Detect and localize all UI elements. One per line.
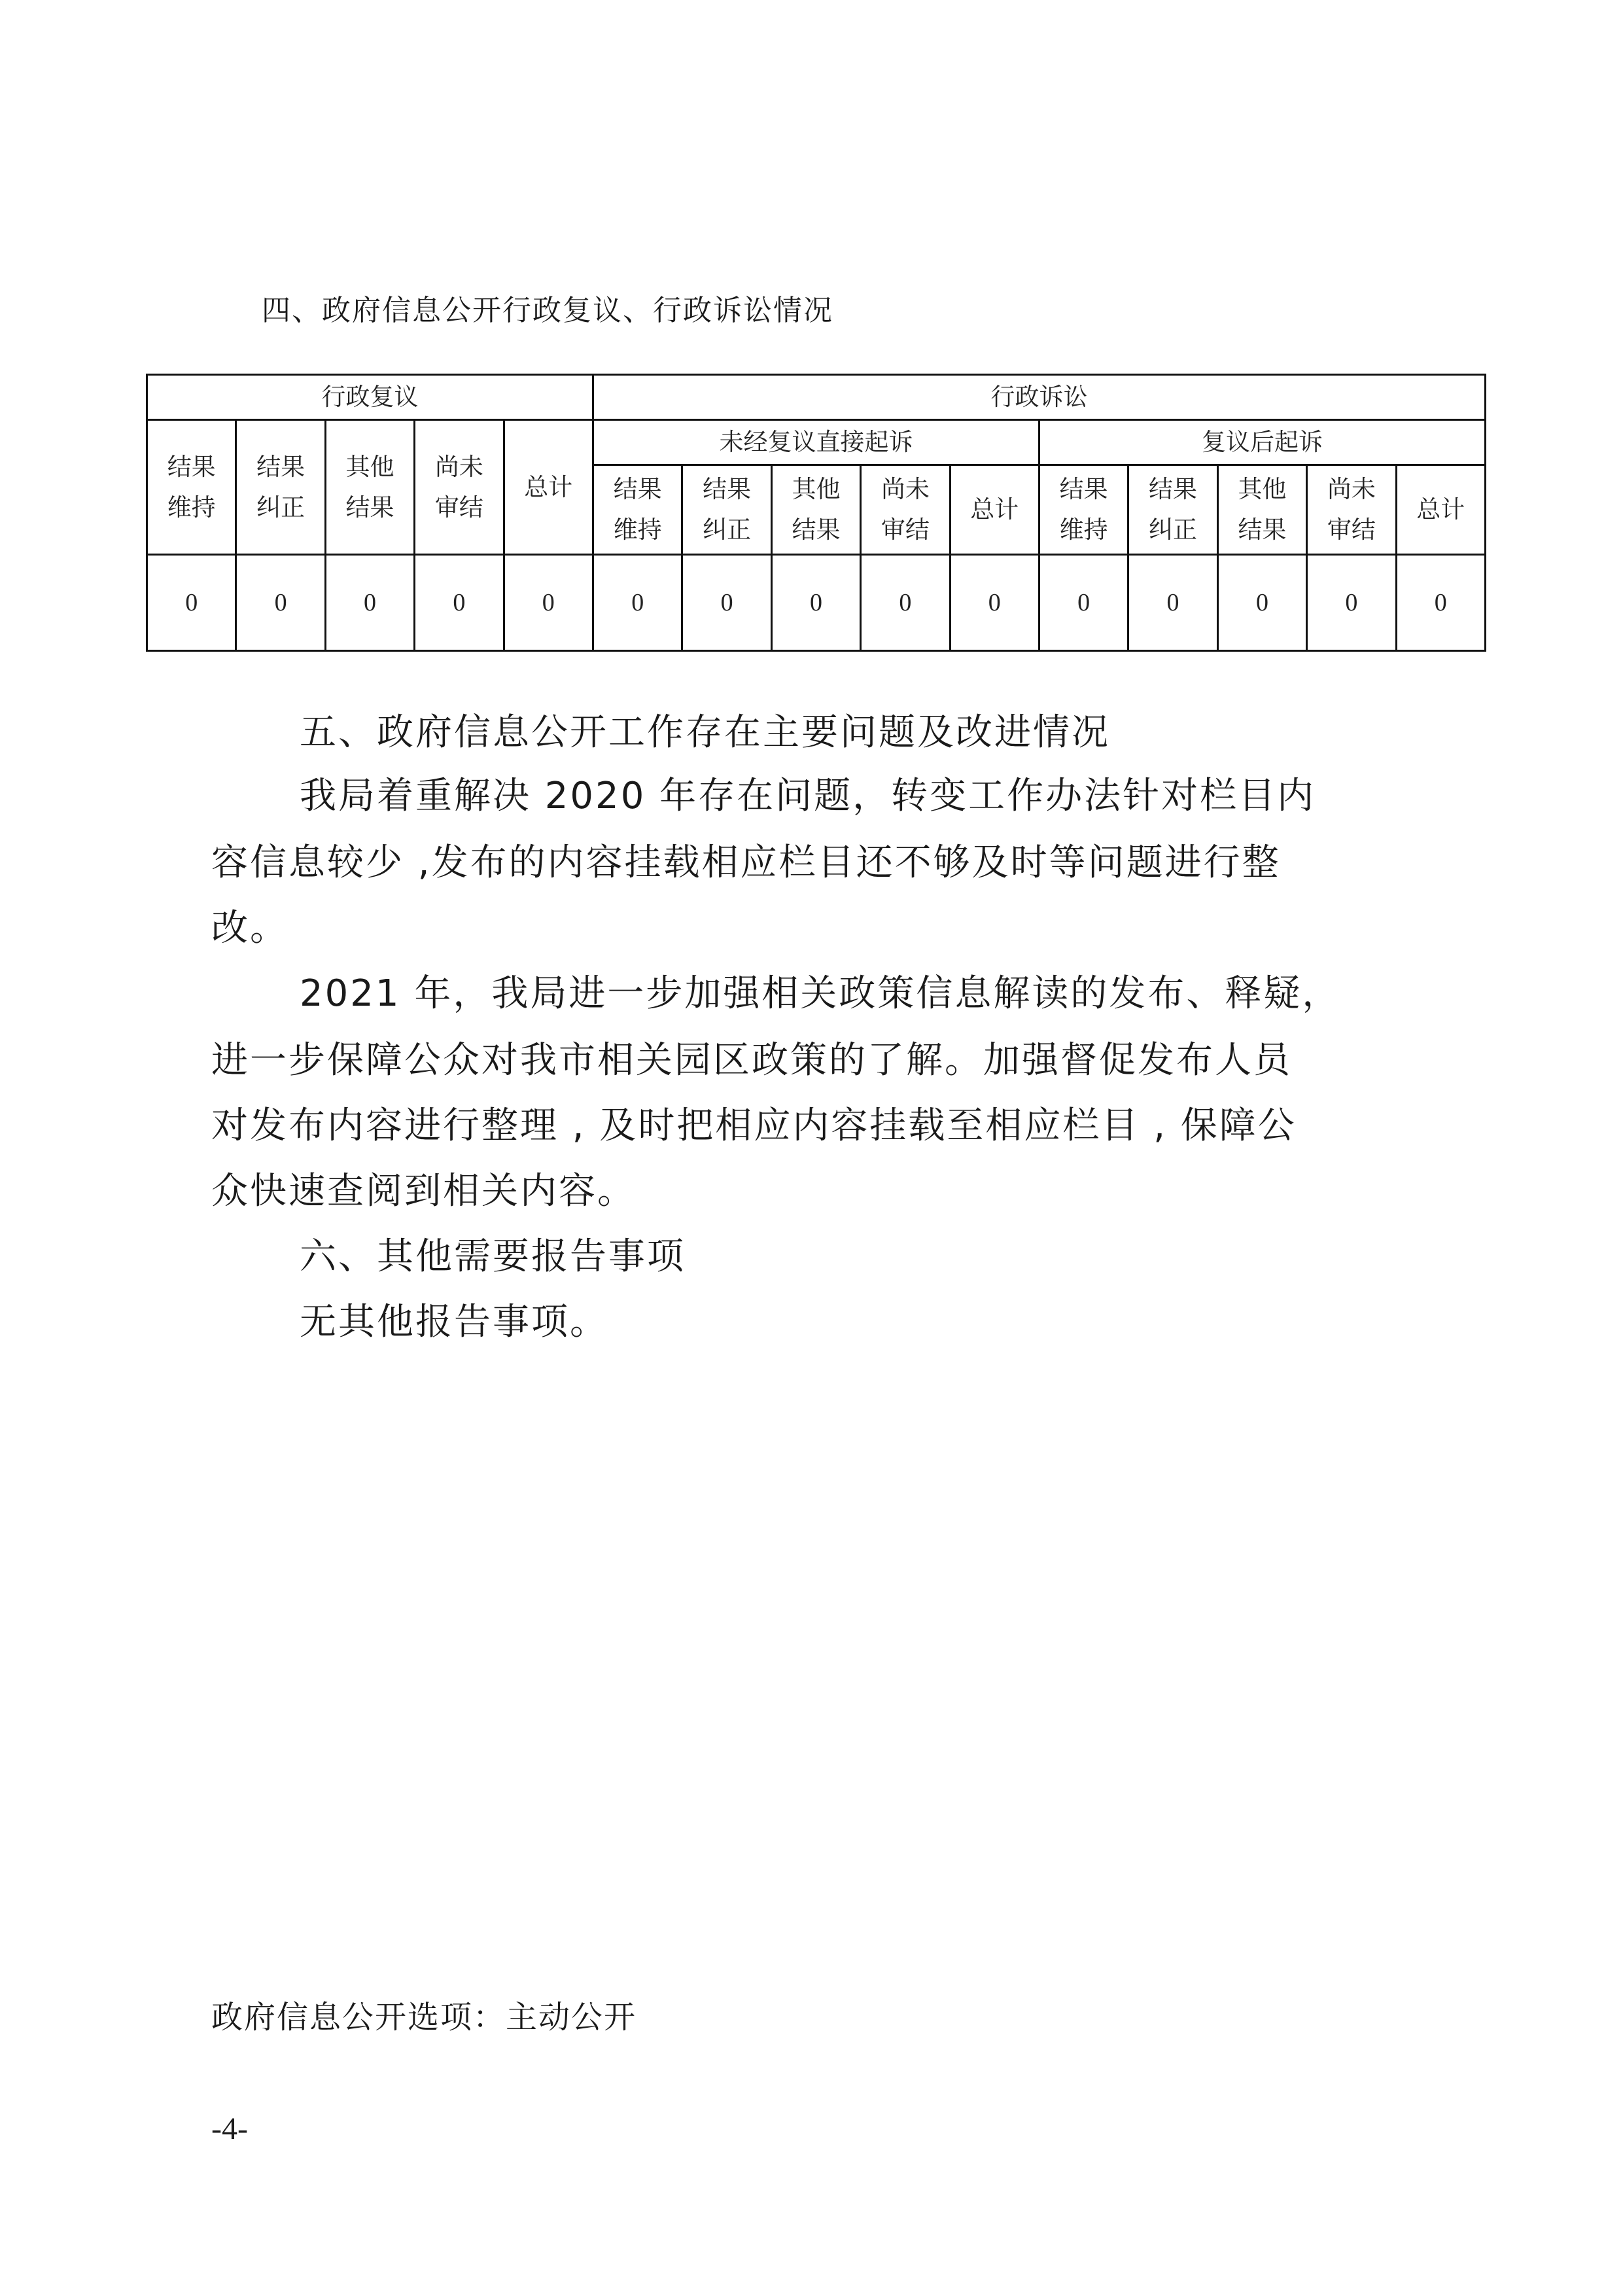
section-4-title: 四、政府信息公开行政复议、行政诉讼情况: [262, 294, 833, 327]
paragraph-line: 众快速查阅到相关内容。: [211, 1170, 636, 1212]
paragraph-line: 容信息较少 ,发布的内容挂载相应栏目还不够及时等问题进行整: [211, 841, 1281, 884]
col-other-result: 其他 结果: [1217, 465, 1306, 555]
value-cell: 0: [504, 555, 593, 651]
value-cell: 0: [325, 555, 414, 651]
section-5-title: 五、政府信息公开工作存在主要问题及改进情况: [300, 711, 1110, 754]
value-cell: 0: [771, 555, 860, 651]
section-6-title: 六、其他需要报告事项: [300, 1235, 686, 1278]
paragraph-line: 进一步保障公众对我市相关园区政策的了解。加强督促发布人员: [211, 1039, 1292, 1082]
col-result-maintain: 结果 维持: [1039, 465, 1128, 555]
value-cell: 0: [593, 555, 682, 651]
col-result-maintain: 结果 维持: [593, 465, 682, 555]
table-row: [147, 555, 1486, 651]
value-cell: 0: [236, 555, 325, 651]
paragraph-line: 2021 年，我局进一步加强相关政策信息解读的发布、释疑，: [300, 972, 1341, 1015]
col-pending: 尚未 审结: [415, 420, 504, 555]
value-cell: 0: [950, 555, 1039, 651]
value-cell: 0: [1039, 555, 1128, 651]
paragraph-line: 改。: [211, 907, 288, 949]
col-other-result: 其他 结果: [771, 465, 860, 555]
col-pending: 尚未 审结: [1307, 465, 1396, 555]
header-admin-litigation: 行政诉讼: [593, 375, 1486, 420]
value-cell: 0: [1396, 555, 1485, 651]
page-number: -4-: [211, 2111, 248, 2146]
disclosure-option: 政府信息公开选项：主动公开: [211, 1999, 637, 2036]
value-cell: 0: [1217, 555, 1306, 651]
header-admin-review: 行政复议: [147, 375, 593, 420]
section-6-body: 无其他报告事项。: [300, 1301, 608, 1343]
header-litigation-after-review: 复议后起诉: [1039, 420, 1485, 465]
header-direct-litigation: 未经复议直接起诉: [593, 420, 1039, 465]
col-result-correct: 结果 纠正: [236, 420, 325, 555]
paragraph-line: 我局着重解决 2020 年存在问题，转变工作办法针对栏目内: [300, 775, 1316, 817]
col-result-maintain: 结果 维持: [147, 420, 236, 555]
col-pending: 尚未 审结: [861, 465, 950, 555]
col-result-correct: 结果 纠正: [682, 465, 771, 555]
paragraph-line: 对发布内容进行整理 , 及时把相应内容挂载至相应栏目 , 保障公: [211, 1104, 1297, 1147]
col-other-result: 其他 结果: [325, 420, 414, 555]
value-cell: 0: [1307, 555, 1396, 651]
value-cell: 0: [1128, 555, 1217, 651]
col-total: 总计: [950, 465, 1039, 555]
review-litigation-table: [146, 374, 1486, 652]
value-cell: 0: [415, 555, 504, 651]
col-total: 总计: [504, 420, 593, 555]
col-total: 总计: [1396, 465, 1485, 555]
value-cell: 0: [682, 555, 771, 651]
value-cell: 0: [147, 555, 236, 651]
value-cell: 0: [861, 555, 950, 651]
col-result-correct: 结果 纠正: [1128, 465, 1217, 555]
